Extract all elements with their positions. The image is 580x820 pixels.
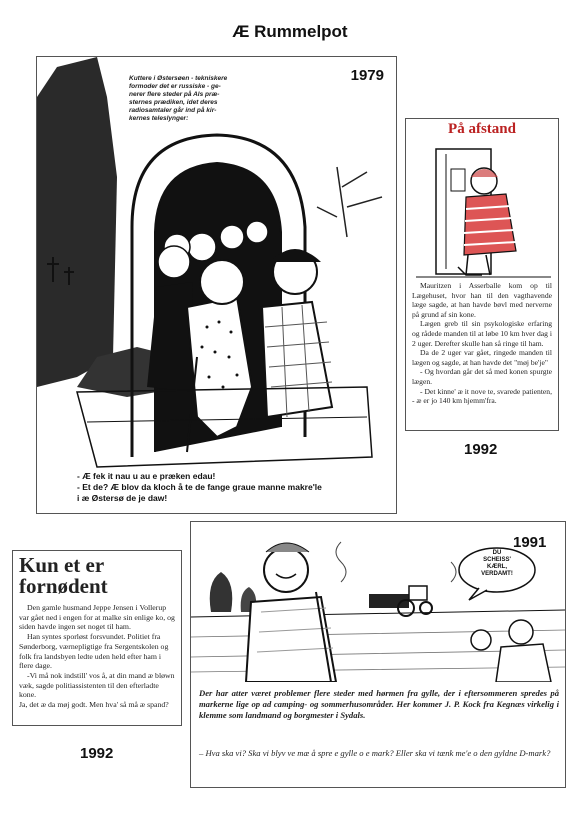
article-paragraph: - Det kinne' æ it nove te, svarede patienten, - æ er jo 140 km hjemm'fra. (412, 386, 552, 406)
article-paragraph: Han syntes sporløst forsvundet. Politiet fra Sønderborg, værnepligtige fra Sergentskolen og folk fra landsbyen ledte uden held efter ham i flere dage. (19, 632, 169, 671)
cartoon-1991-quote: – Hva ska vi? Ska vi blyv ve mæ å spre e gylle o e mark? Eller ska vi tænk me'e o den gyldne D-mark? (199, 748, 551, 758)
pa-afstand-clipping (405, 118, 559, 431)
farmer-field-illustration (191, 522, 565, 682)
dialogue-line: i æ Østersø de je daw! (77, 493, 168, 503)
article-paragraph: Lægen greb til sin psykologiske erfaring og rådede manden til at løbe 10 km hver dag i 2 uger. Derefter skulle han så ringe til ham. (412, 319, 552, 348)
article-paragraph: -Vi må nok indstill' vos å, at din mand æ bløwn væk, sagde politiassistenten til den efterladte kone. (19, 670, 175, 700)
pa-afstand-article-text (412, 281, 552, 406)
kun-et-er-article-text (19, 603, 177, 710)
bubble-line: KÆRL, (487, 564, 507, 570)
intro-line: Kuttere i Østersøen - tekniskere (129, 75, 228, 82)
cartoon-1991-caption: Der har atter været problemer flere steder med hørmen fra gylle, der i eftersommeren spredes på markerne lige op ad camping- og sommerhusområder. Her kommer J. P. Kock fra Kegnæs virkelig i klemme som landmand og borgmester i Sydals. (199, 688, 559, 720)
dialogue-line: - Et de? Æ blov da kloch å te de fange graue manne makre'le (77, 482, 322, 492)
year-label-pa-afstand: 1992 (464, 441, 498, 458)
speech-bubble (462, 550, 532, 590)
cartoon-1991-panel (190, 521, 566, 788)
woman-on-phone-illustration (406, 139, 558, 279)
intro-line: nerer flere steder på Als præ- (129, 91, 220, 98)
intro-line: kernes teleslynger: (129, 115, 189, 122)
article-paragraph: Den gamle husmand Jeppe Jensen i Vollerup var gået ned i engen for at malke sin enlige ko, og siden havde ingen set noget til ham. (19, 603, 175, 632)
cartoon-1979-intro (129, 75, 289, 123)
intro-line: formoder det er russiske - ge- (129, 83, 221, 90)
kun-et-er-headline (19, 555, 179, 597)
intro-line: sternes prædiken, idet deres (129, 99, 218, 106)
headline-line: fornødent (19, 574, 108, 598)
cartoon-1979-dialogue (77, 471, 387, 504)
year-label-kun-et-er: 1992 (80, 745, 114, 762)
bubble-line: DU (492, 550, 502, 556)
article-paragraph: Mauritzen i Asserballe kom op til Lægehuset, hvor han til den vagthavende læge sagde, at han havde bøvl med nerverne på grund af sin kone. (412, 281, 552, 319)
article-paragraph: Da de 2 uger var gået, ringede manden til lægen og sagde, at han havde det "møj be'je" (412, 348, 552, 367)
page-title: Æ Rummelpot (232, 22, 348, 41)
bubble-line: SCHEISS' (483, 557, 511, 563)
dialogue-line: - Æ fek it nau u au e præken edau! (77, 471, 216, 481)
article-paragraph: - Og hvordan går det så med konen spurgte lægen. (412, 367, 552, 386)
headline-line: Kun et er (19, 553, 105, 577)
kun-et-er-clipping (12, 550, 182, 726)
pa-afstand-headline: På afstand (448, 121, 516, 137)
intro-line: radiosamtaler går ind på kir- (129, 107, 217, 114)
year-label-1979: 1979 (350, 67, 384, 84)
church-doorway-illustration (37, 57, 396, 513)
cartoon-1979-panel (36, 56, 397, 514)
year-label-1991: 1991 (513, 534, 547, 551)
bubble-line: VERDAMT! (481, 571, 513, 577)
article-paragraph: Ja, det æ da møj godt. Men hva' så må æ spand? (19, 700, 169, 710)
